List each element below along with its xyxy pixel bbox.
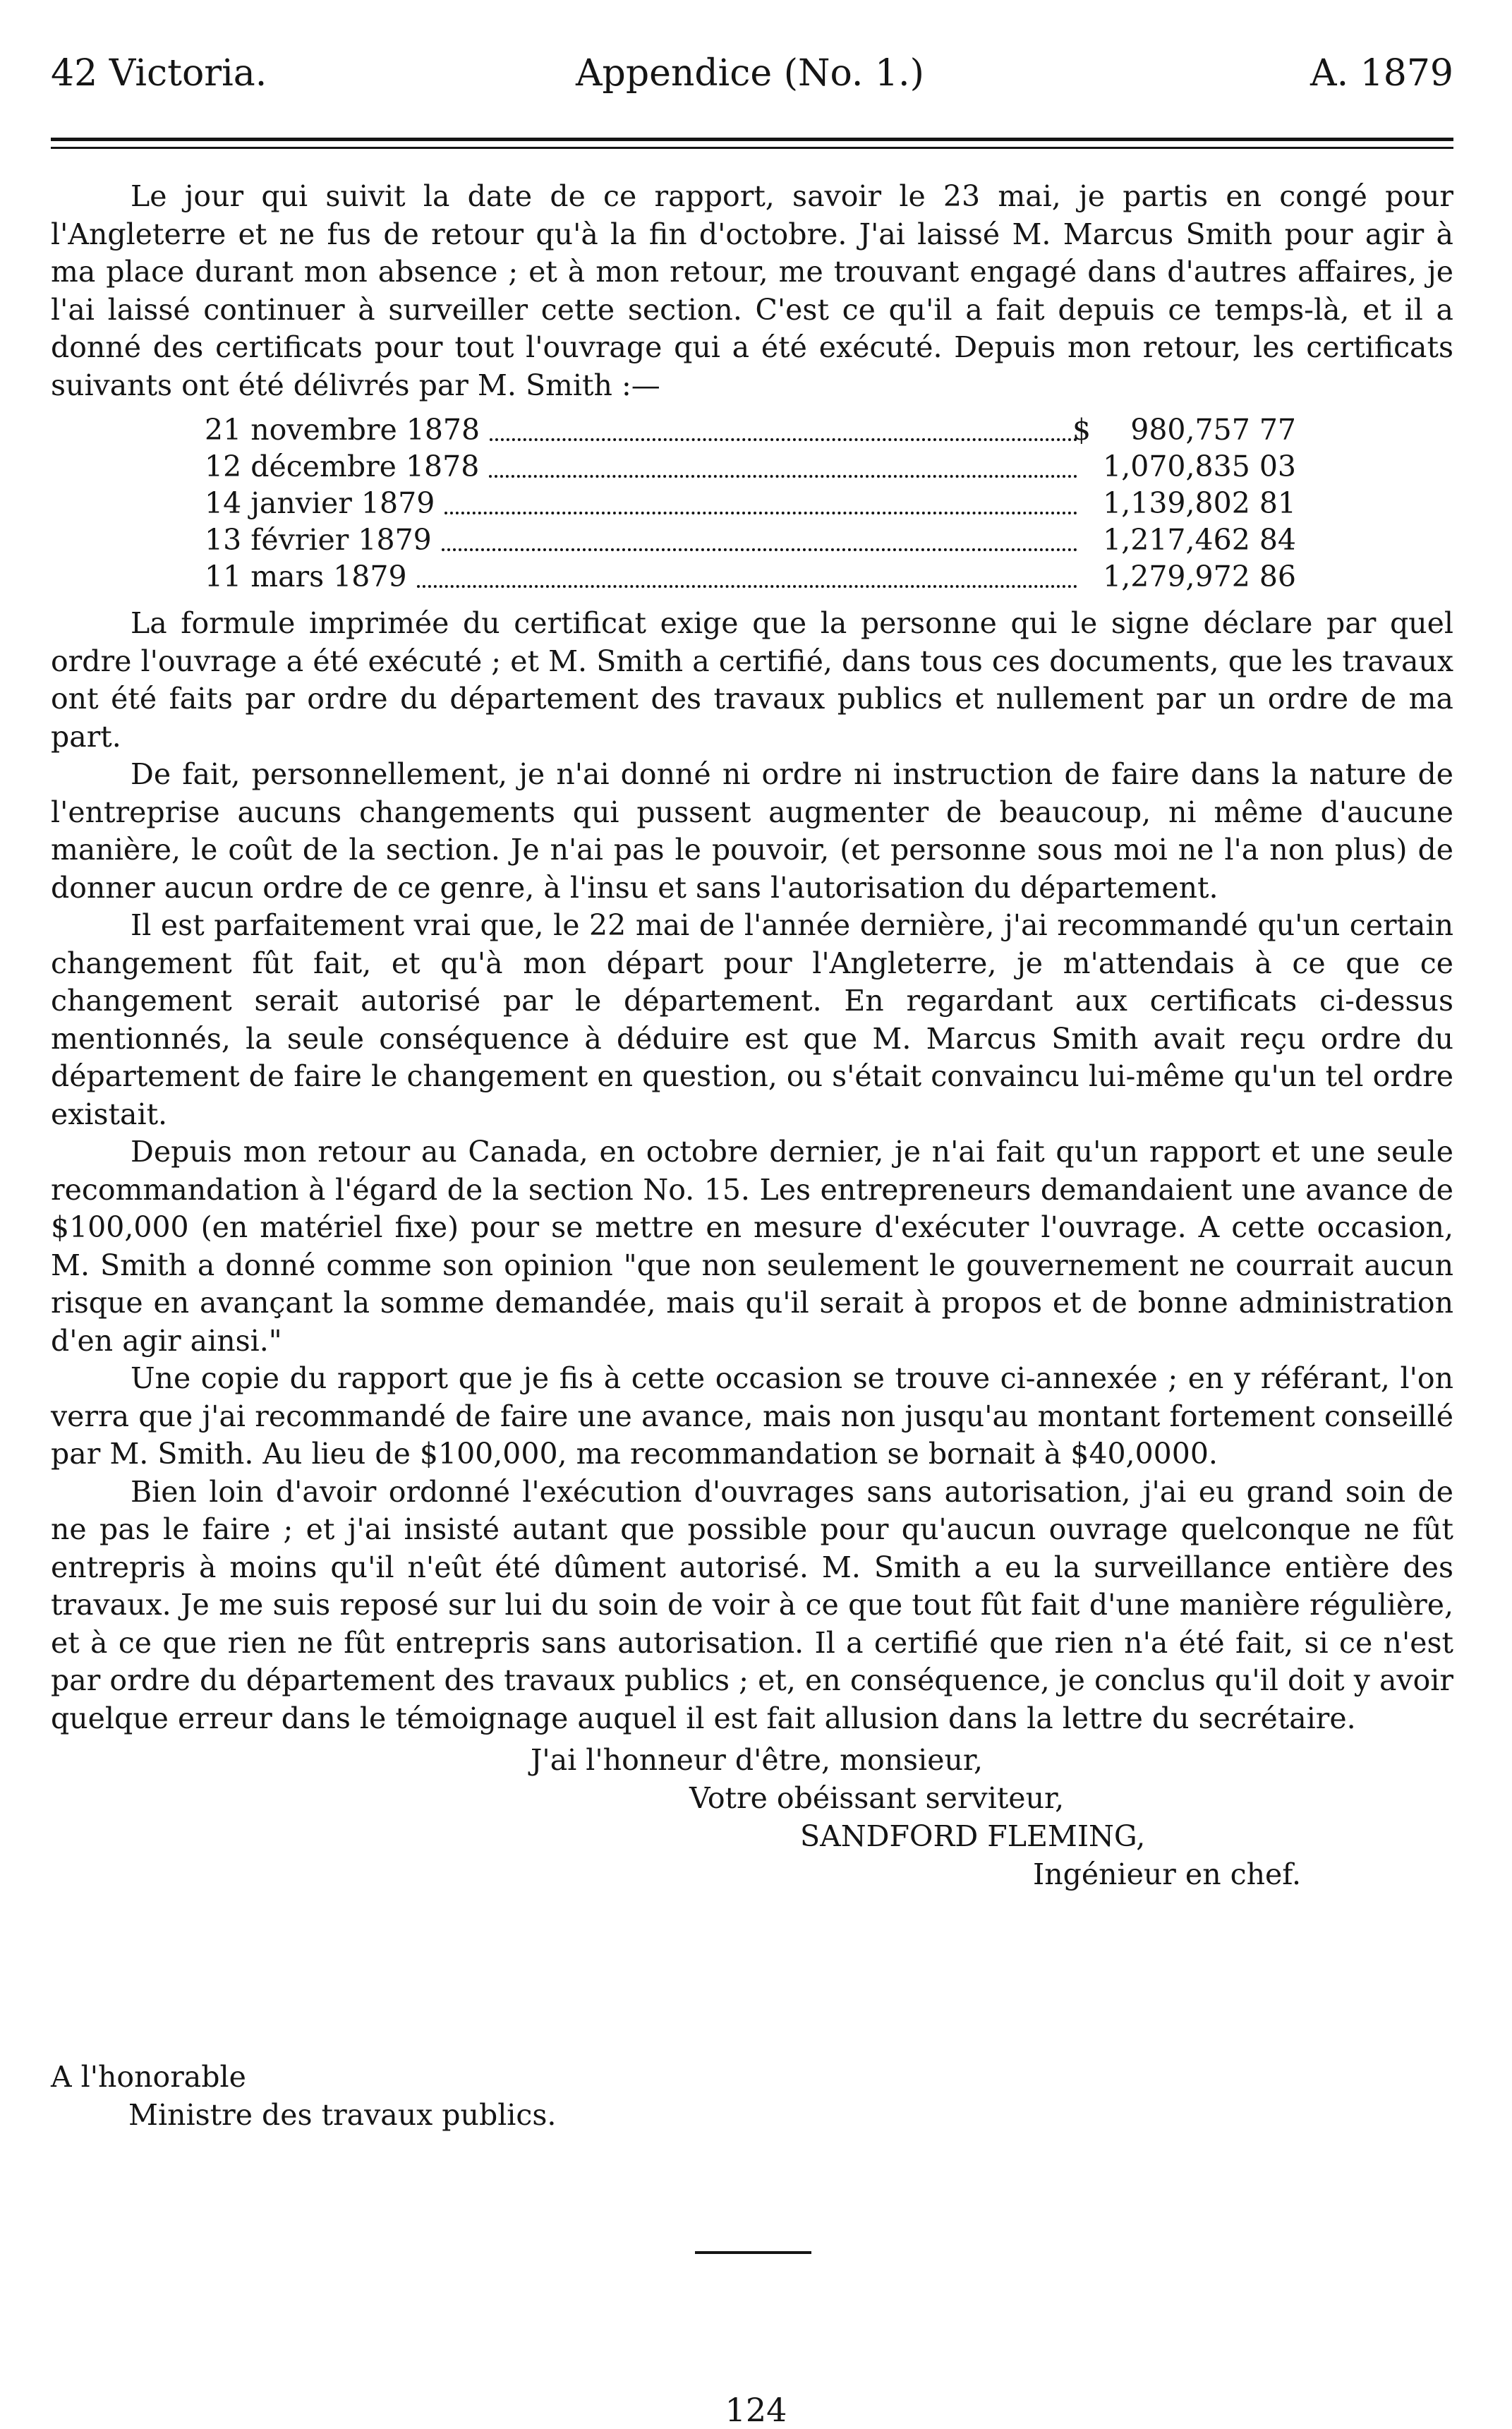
signature: SANDFORD FLEMING,	[800, 1819, 1146, 1853]
currency-symbol: $	[1072, 413, 1091, 447]
address-line: A l'honorable	[51, 2060, 246, 2094]
header-volume: 42 Victoria.	[51, 52, 267, 95]
running-header	[51, 48, 1453, 99]
certificate-amount: 1,279,972 86	[1103, 560, 1296, 593]
certificates-table	[51, 411, 1453, 595]
dot-leader	[442, 512, 1077, 551]
header-rule-thick	[51, 138, 1453, 141]
page-number: 124	[725, 2391, 787, 2429]
address-line: Ministre des travaux publics.	[128, 2097, 557, 2132]
paragraph: Il est parfaitement vrai que, le 22 mai de l'année dernière, j'ai recommandé qu'un certain changement fût fait, et qu'à mon départ pour l'Angleterre, je m'attendais à ce que ce changement serait autorisé par le département. En regardant aux certificats ci-dessus mentionnés, la seule conséquence à déduire est que M. Marcus Smith avait reçu ordre du département de faire le changement en question, ou s'était convaincu lui-même qu'un tel ordre existait.	[51, 908, 1453, 1131]
letter-closing	[51, 1742, 1453, 2045]
letter-body	[51, 178, 1453, 2045]
end-rule	[695, 2251, 811, 2254]
header-appendix: Appendice (No. 1.)	[576, 52, 924, 95]
paragraph: La formule imprimée du certificat exige que la personne qui le signe déclare par quel ordre l'ouvrage a été exécuté ; et M. Smith a certifié, dans tous ces documents, que les travaux ont été faits par ordre du département des travaux publics et nullement par un ordre de ma part.	[51, 606, 1453, 754]
header-rule-thin	[51, 147, 1453, 149]
certificate-row	[51, 558, 1453, 595]
closing-servant: Votre obéissant serviteur,	[689, 1781, 1065, 1815]
recipient-address	[51, 2059, 556, 2134]
certificate-date: 21 novembre 1878	[205, 413, 480, 447]
certificate-date: 14 janvier 1879	[205, 486, 435, 520]
certificate-amount: 980,757 77	[1130, 413, 1296, 447]
certificate-amount: 1,217,462 84	[1103, 523, 1296, 557]
certificate-amount: 1,139,802 81	[1103, 486, 1296, 520]
certificate-date: 11 mars 1879	[205, 560, 407, 593]
paragraph: De fait, personnellement, je n'ai donné ni ordre ni instruction de faire dans la nature de l'entreprise aucuns changements qui pussent augmenter de beaucoup, ni même d'aucune manière, le coût de la section. Je n'ai pas le pouvoir, (et personne sous moi ne l'a non plus) de donner aucun ordre de ce genre, à l'insu et sans l'autorisation du département.	[51, 757, 1453, 905]
dot-leader	[489, 438, 1077, 478]
paragraph: Une copie du rapport que je fis à cette occasion se trouve ci-annexée ; en y référant, l'on verra que j'ai recommandé de faire une avance, mais non jusqu'au montant fortement conseillé par M. Smith. Au lieu de $100,000, ma recommandation se bornait à $40,0000.	[51, 1361, 1453, 1471]
dot-leader	[490, 402, 1077, 441]
paragraph: Depuis mon retour au Canada, en octobre dernier, je n'ai fait qu'un rapport et une seule recommandation à l'égard de la section No. 15. Les entrepreneurs demandaient une avance de $100,000 (en matériel fixe) pour se mettre en mesure d'exécuter l'ouvrage. A cette occasion, M. Smith a donné comme son opinion "que non seulement le gouvernement ne courrait aucun risque en avançant la somme demandée, mais qu'il serait à propos et de bonne administration d'en agir ainsi."	[51, 1135, 1453, 1358]
dot-leader	[444, 475, 1077, 514]
paragraph: Bien loin d'avoir ordonné l'exécution d'ouvrages sans autorisation, j'ai eu grand soin de ne pas le faire ; et j'ai insisté autant que possible pour qu'aucun ouvrage quelconque ne fût entrepris à moins qu'il n'eût été dûment autorisé. M. Smith a eu la surveillance entière des travaux. Je me suis reposé sur lui du soin de voir à ce que tout fût fait d'une manière régulière, et à ce que rien ne fût entrepris sans autorisation. Il a certifié que rien n'a été fait, si ce n'est par ordre du département des travaux publics ; et, en conséquence, je conclus qu'il doit y avoir quelque erreur dans le témoignage auquel il est fait allusion dans la lettre du secrétaire.	[51, 1474, 1453, 1735]
certificate-amount: 1,070,835 03	[1103, 450, 1296, 483]
paragraph: Le jour qui suivit la date de ce rapport, savoir le 23 mai, je partis en congé pour l'Angleterre et ne fus de retour qu'à la fin d'octobre. J'ai laissé M. Marcus Smith pour agir à ma place durant mon absence ; et à mon retour, me trouvant engagé dans d'autres affaires, je l'ai laissé continuer à surveiller cette section. C'est ce qu'il a fait depuis ce temps-là, et il a donné des certificats pour tout l'ouvrage qui a été exécuté. Depuis mon retour, les certificats suivants ont été délivrés par M. Smith :—	[51, 179, 1453, 402]
certificate-date: 12 décembre 1878	[205, 450, 480, 483]
header-year: A. 1879	[1310, 52, 1453, 95]
signer-title: Ingénieur en chef.	[1033, 1857, 1302, 1891]
certificate-date: 13 février 1879	[205, 523, 432, 557]
closing-salutation: J'ai l'honneur d'être, monsieur,	[531, 1743, 983, 1777]
dot-leader	[417, 548, 1077, 588]
